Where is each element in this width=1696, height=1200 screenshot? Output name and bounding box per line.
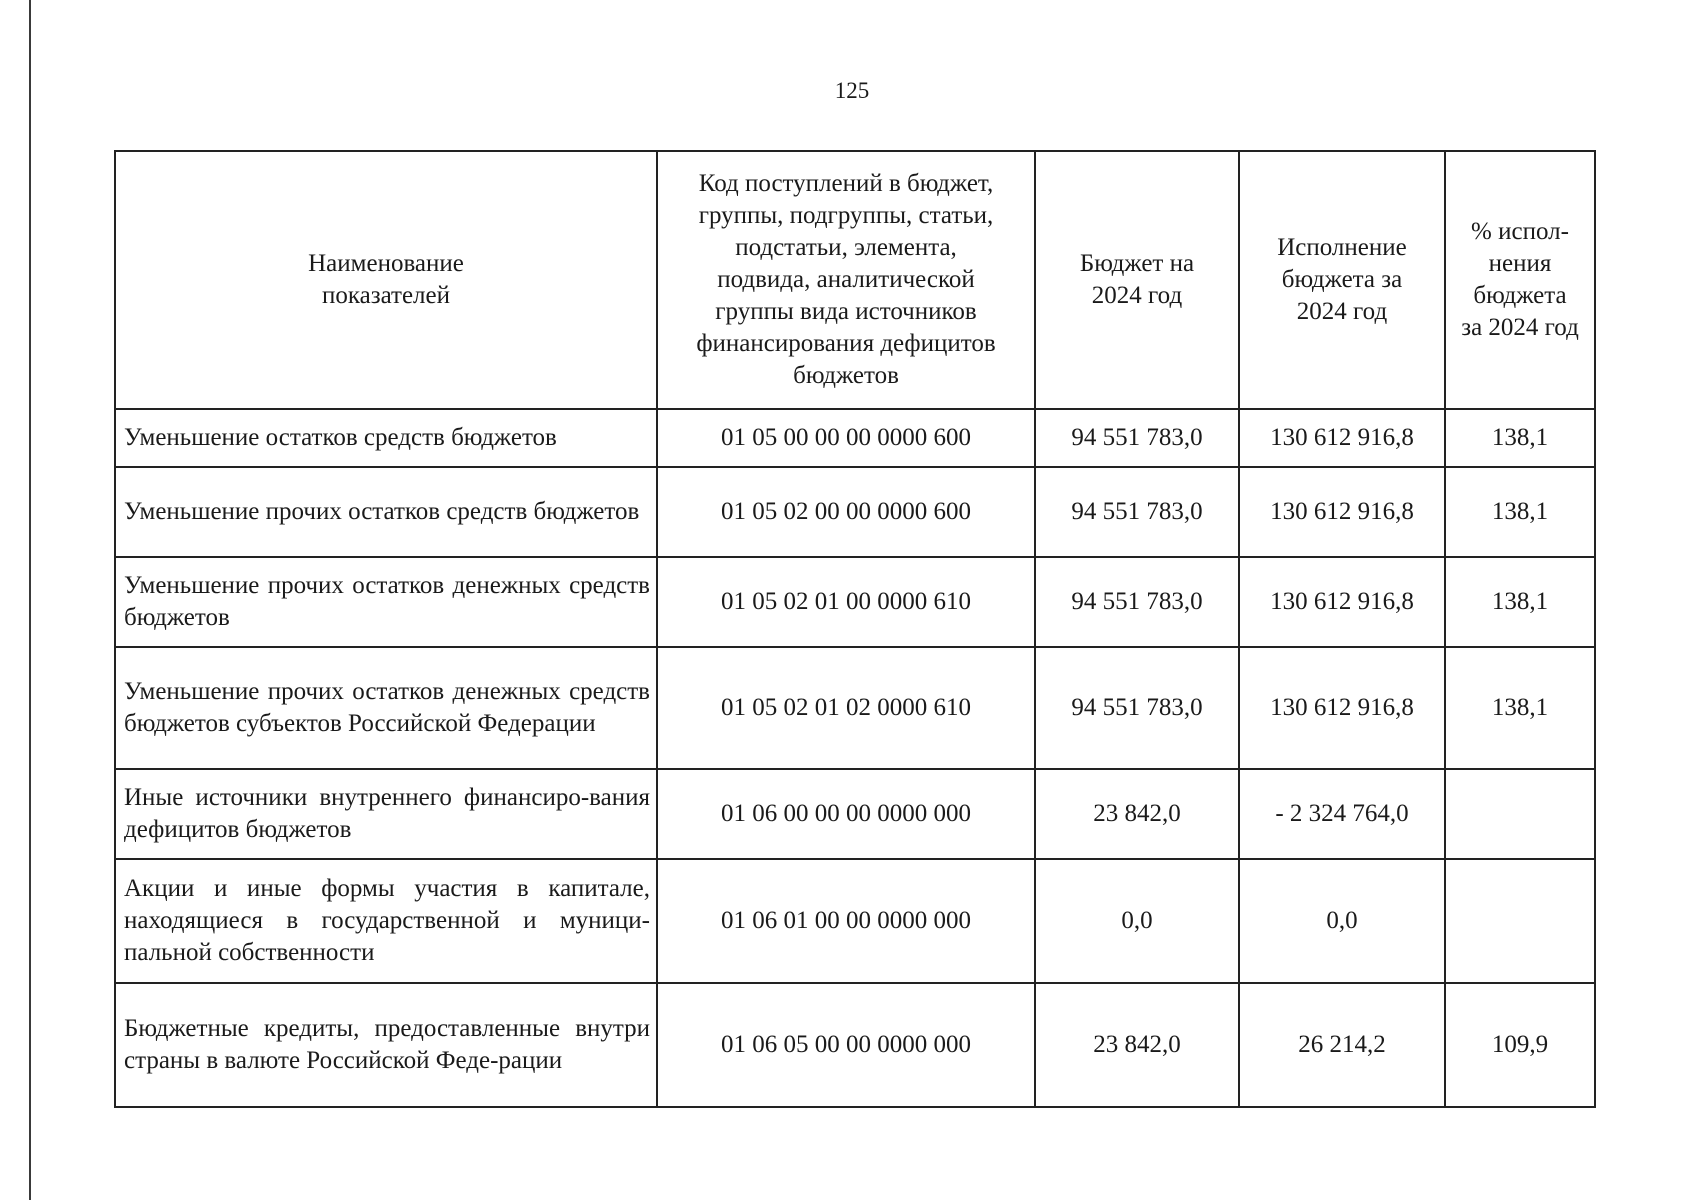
row-code: 01 05 00 00 00 0000 600 <box>657 409 1035 467</box>
row-percent: 109,9 <box>1445 983 1595 1107</box>
row-percent <box>1445 769 1595 859</box>
row-percent: 138,1 <box>1445 467 1595 557</box>
row-execution: 130 612 916,8 <box>1239 467 1445 557</box>
header-code: Код поступлений в бюджет, группы, подгруппы, статьи, подстатьи, элемента, подвида, аналитической группы вида источников финансирования дефицитов бюджетов <box>657 151 1035 409</box>
table-row <box>115 647 1595 769</box>
row-budget: 0,0 <box>1035 859 1239 983</box>
row-budget: 94 551 783,0 <box>1035 647 1239 769</box>
row-percent: 138,1 <box>1445 409 1595 467</box>
row-budget: 23 842,0 <box>1035 769 1239 859</box>
row-name: Уменьшение прочих остатков денежных средств бюджетов субъектов Российской Федерации <box>115 647 657 769</box>
row-execution: - 2 324 764,0 <box>1239 769 1445 859</box>
header-indicator-name: Наименование показателей <box>115 151 657 409</box>
row-code: 01 05 02 00 00 0000 600 <box>657 467 1035 557</box>
table-header-row <box>115 151 1595 409</box>
row-percent: 138,1 <box>1445 557 1595 647</box>
budget-sources-table <box>114 150 1596 1108</box>
row-code: 01 06 00 00 00 0000 000 <box>657 769 1035 859</box>
row-code: 01 06 01 00 00 0000 000 <box>657 859 1035 983</box>
table-row <box>115 557 1595 647</box>
header-execution: Исполнение бюджета за 2024 год <box>1239 151 1445 409</box>
row-budget: 94 551 783,0 <box>1035 467 1239 557</box>
table-row <box>115 409 1595 467</box>
row-name: Уменьшение прочих остатков средств бюджетов <box>115 467 657 557</box>
header-percent: % испол-нения бюджета за 2024 год <box>1445 151 1595 409</box>
row-percent: 138,1 <box>1445 647 1595 769</box>
row-execution: 130 612 916,8 <box>1239 409 1445 467</box>
row-name: Уменьшение остатков средств бюджетов <box>115 409 657 467</box>
row-name: Иные источники внутреннего финансиро-вания дефицитов бюджетов <box>115 769 657 859</box>
table-row <box>115 983 1595 1107</box>
row-execution: 26 214,2 <box>1239 983 1445 1107</box>
page-number: 125 <box>834 78 870 103</box>
row-name: Уменьшение прочих остатков денежных средств бюджетов <box>115 557 657 647</box>
row-budget: 23 842,0 <box>1035 983 1239 1107</box>
table-row <box>115 467 1595 557</box>
row-code: 01 06 05 00 00 0000 000 <box>657 983 1035 1107</box>
header-budget: Бюджет на 2024 год <box>1035 151 1239 409</box>
table-row <box>115 769 1595 859</box>
row-code: 01 05 02 01 00 0000 610 <box>657 557 1035 647</box>
row-budget: 94 551 783,0 <box>1035 557 1239 647</box>
left-margin-rule <box>29 0 31 1200</box>
row-budget: 94 551 783,0 <box>1035 409 1239 467</box>
row-name: Бюджетные кредиты, предоставленные внутри страны в валюте Российской Феде-рации <box>115 983 657 1107</box>
row-execution: 130 612 916,8 <box>1239 647 1445 769</box>
row-execution: 130 612 916,8 <box>1239 557 1445 647</box>
table-row <box>115 859 1595 983</box>
row-name: Акции и иные формы участия в капитале, находящиеся в государственной и муници-пальной собственности <box>115 859 657 983</box>
row-percent <box>1445 859 1595 983</box>
row-code: 01 05 02 01 02 0000 610 <box>657 647 1035 769</box>
row-execution: 0,0 <box>1239 859 1445 983</box>
